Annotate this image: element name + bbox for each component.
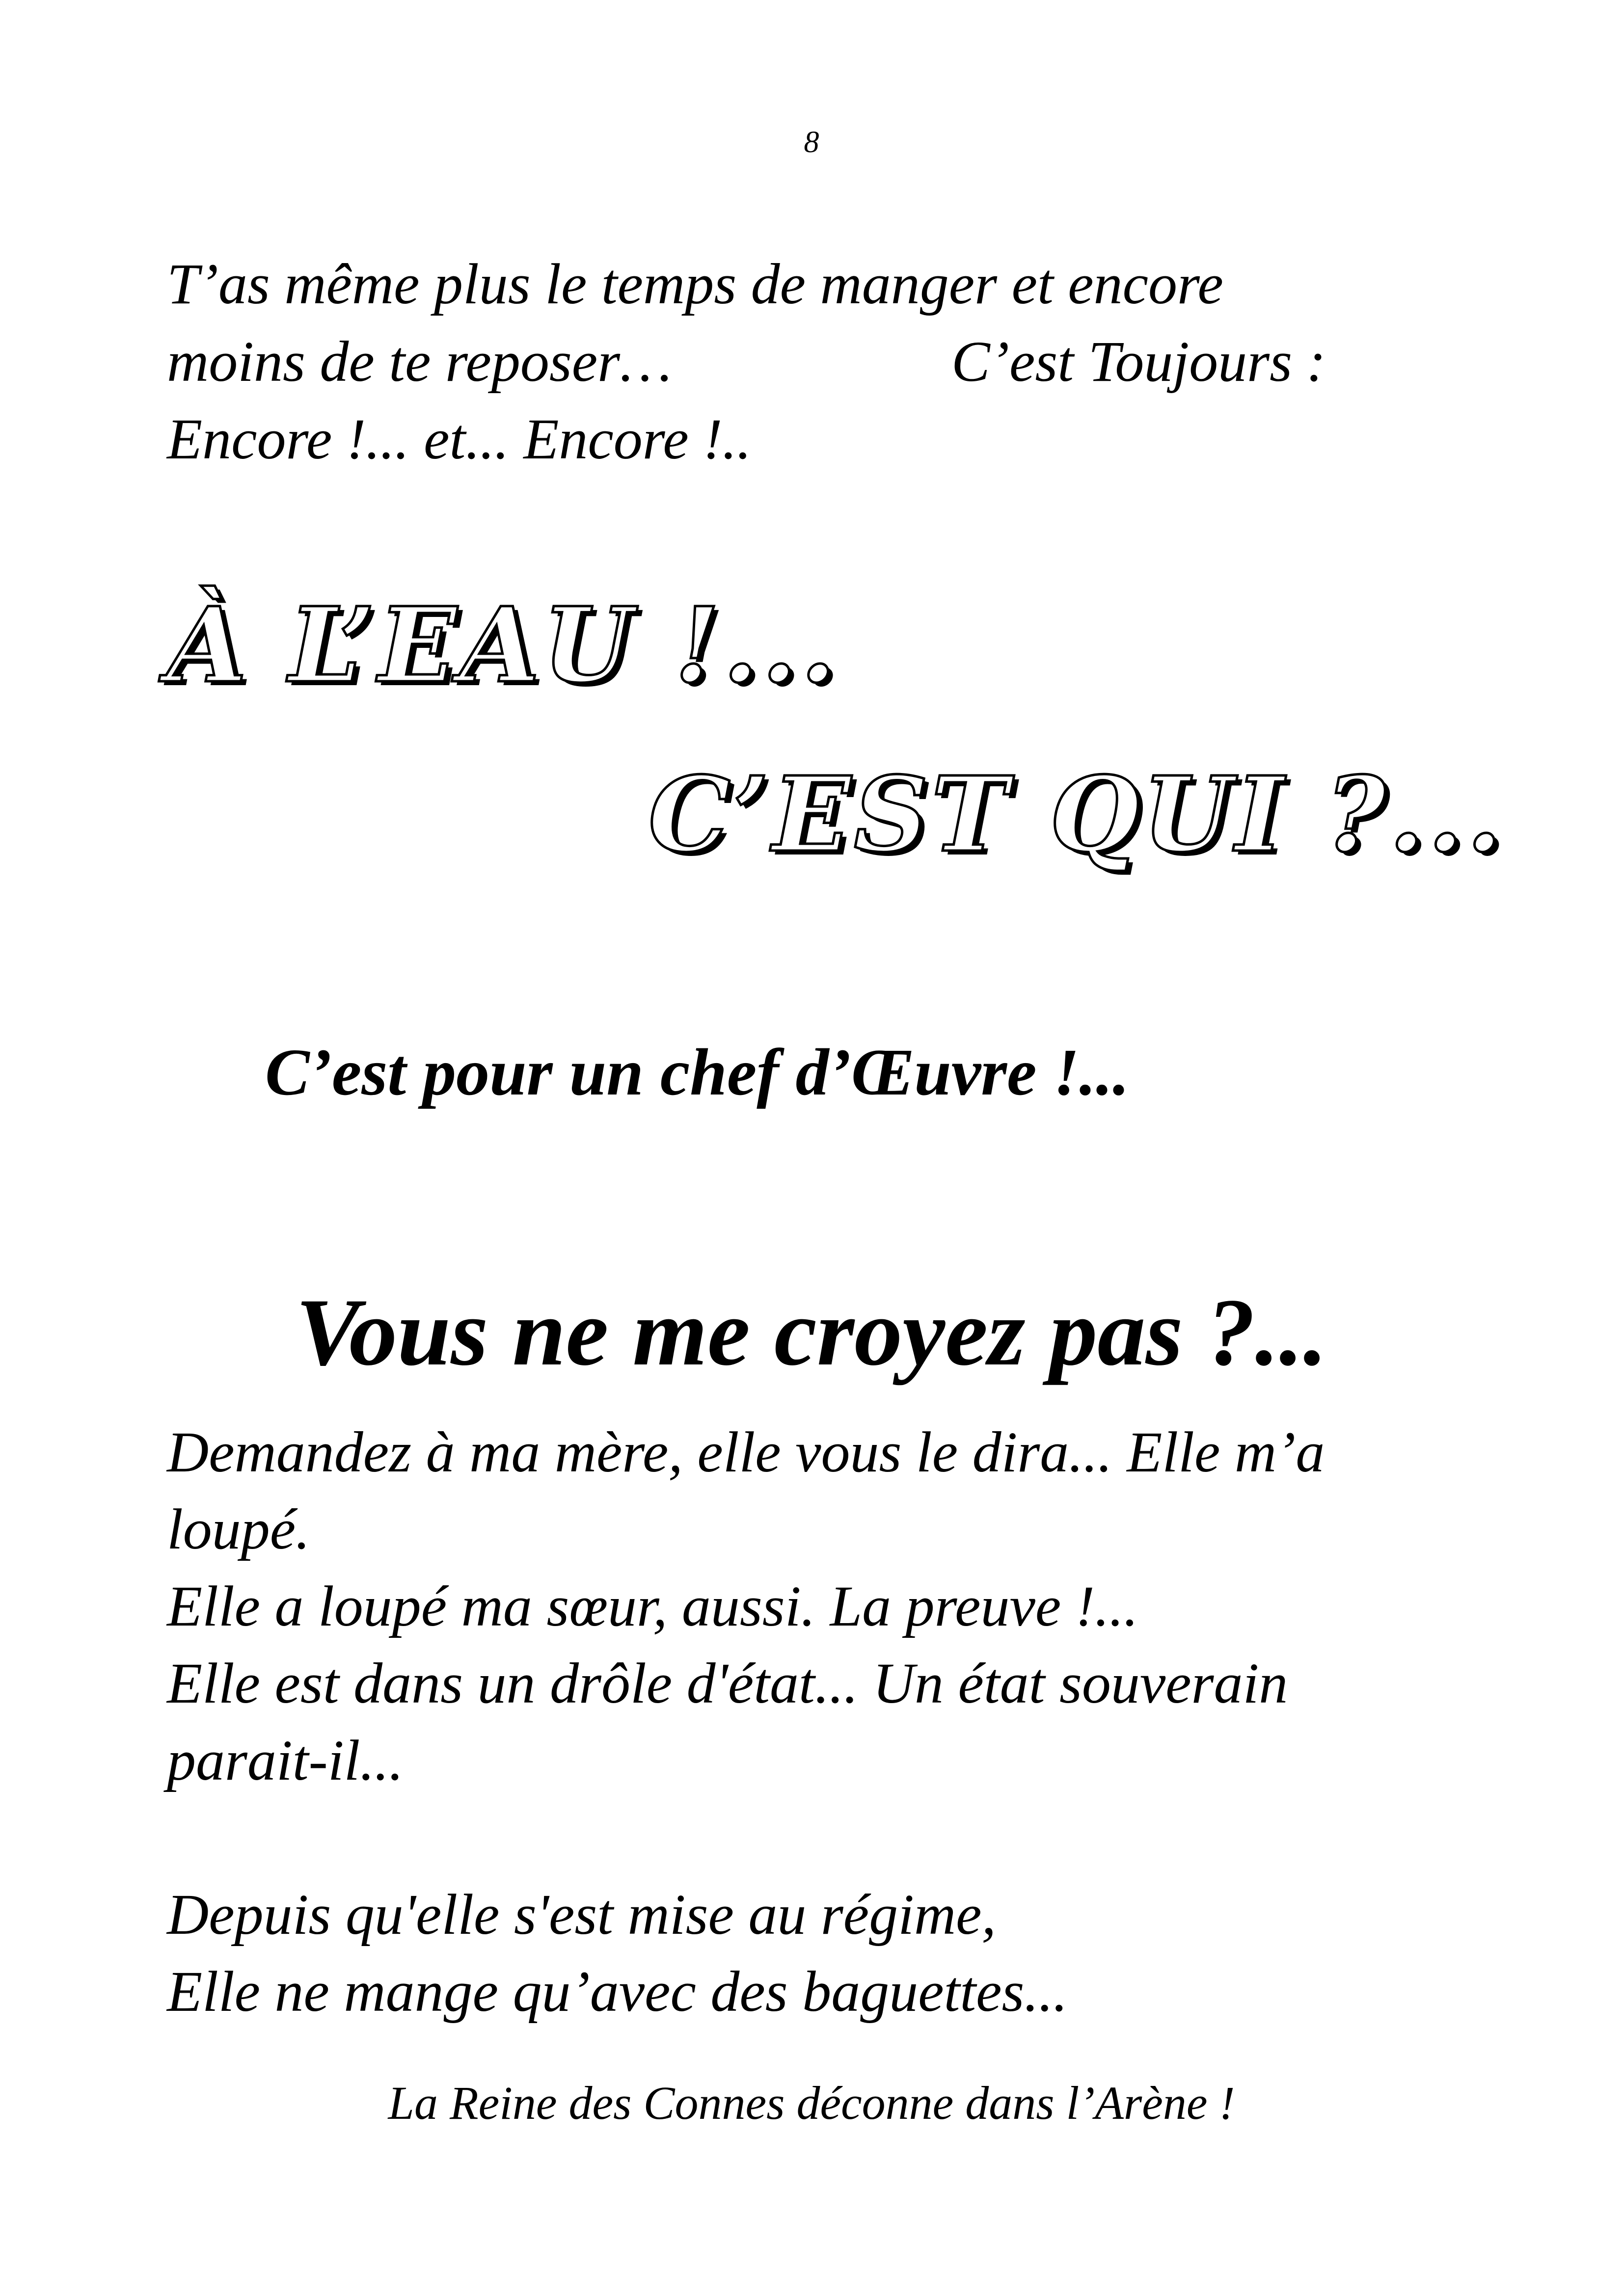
body-line: parait-il... <box>167 1728 404 1792</box>
intro-line <box>167 323 1326 400</box>
page-number: 8 <box>804 126 819 159</box>
body-paragraph <box>167 1414 1325 2030</box>
intro-paragraph <box>167 245 1326 478</box>
heading-cest-qui: C’EST QUI ?... <box>648 754 1505 875</box>
body-line: Elle est dans un drôle d'état... Un état souverain <box>167 1651 1288 1715</box>
heading-a-leau: À L’EAU !... <box>167 585 839 706</box>
intro-line-part: moins de te reposer… <box>167 329 672 394</box>
paragraph-spacer <box>167 1799 1325 1876</box>
body-line: Depuis qu'elle s'est mise au régime, <box>167 1882 997 1947</box>
body-line: Elle a loupé ma sœur, aussi. La preuve !... <box>167 1574 1138 1638</box>
intro-line: Encore !... et... Encore !.. <box>167 407 752 471</box>
body-line: Demandez à ma mère, elle vous le dira... Elle m’a <box>167 1420 1325 1484</box>
chef-doeuvre-line: C’est pour un chef d’Œuvre !... <box>265 1036 1130 1109</box>
croyez-heading: Vous ne me croyez pas ?... <box>296 1279 1327 1386</box>
body-line: Elle ne mange qu’avec des baguettes... <box>167 1959 1068 2024</box>
body-line: loupé. <box>167 1497 310 1561</box>
footer-caption: La Reine des Connes déconne dans l’Arène ! <box>388 2077 1235 2129</box>
intro-line: T’as même plus le temps de manger et encore <box>167 252 1223 316</box>
intro-line-part: C’est Toujours : <box>951 329 1326 394</box>
